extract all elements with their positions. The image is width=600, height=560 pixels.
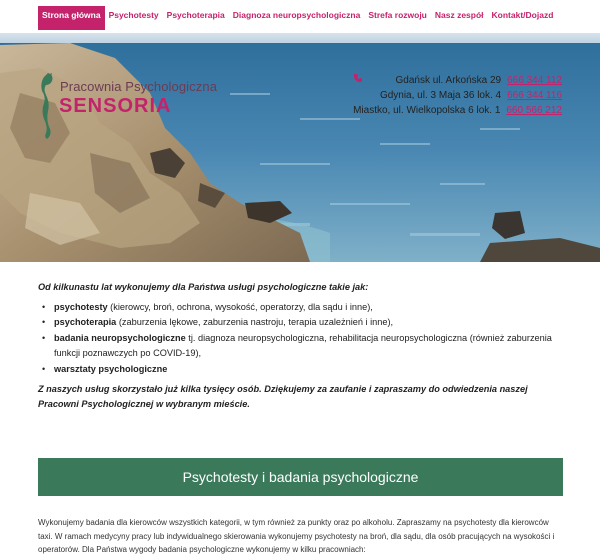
services-list (38, 300, 563, 378)
contact-row-gdynia (353, 88, 562, 103)
service-detail: tj. diagnoza neuropsychologiczna, rehabilitacja neuropsychologiczna (również zaburzenia funkcji poznawczych po COVID-19), (54, 332, 552, 359)
contact-row-gdansk (353, 73, 562, 88)
nav-item-home[interactable]: Strona główna (38, 6, 105, 30)
contact-address: Gdynia, ul. 3 Maja 36 lok. 4 (379, 90, 502, 101)
service-name: badania neuropsychologiczne (54, 332, 186, 343)
hero-banner (0, 33, 600, 262)
contact-address: Miastko, ul. Wielkopolska 6 lok. 1 (353, 105, 501, 116)
contact-list (353, 73, 562, 118)
nav-item-psychotherapy[interactable]: Psychoterapia (166, 10, 225, 20)
thanks-text: Z naszych usług skorzystało już kilka tysięcy osób. Dziękujemy za zaufanie i zapraszamy do odwiedzenia naszej Pracowni Psychologicznej w wybranym mieście. (38, 383, 528, 410)
contact-address: Gdańsk ul. Arkońska 29 (395, 75, 502, 86)
section-heading-banner: Psychotesty i badania psychologiczne (38, 458, 563, 496)
service-detail: (zaburzenia lękowe, zaburzenia nastroju, terapia uzależnień i inne), (116, 317, 394, 328)
nav-menu (38, 6, 557, 30)
nav-item-psychotests[interactable]: Psychotesty (108, 10, 159, 20)
nav-item-team[interactable]: Nasz zespół (434, 10, 484, 20)
service-name: warsztaty psychologiczne (54, 363, 168, 374)
phone-icon (353, 73, 363, 83)
main-navigation (0, 0, 600, 33)
seahorse-icon (38, 71, 56, 141)
logo-line-2: SENSORIA (59, 95, 172, 117)
service-name: psychoterapia (54, 317, 117, 328)
service-detail: (kierowcy, broń, ochrona, wysokość, operatorzy, dla sądu i inne), (107, 301, 373, 312)
list-item (38, 300, 563, 316)
hero-seascape-image (0, 33, 600, 262)
body-paragraph: Wykonujemy badania dla kierowców wszystkich kategorii, w tym również za punkty oraz po alkoholu. Zapraszamy na psychotesty dla kierowców taxi. W ramach medycyny pracy lub indywidualnego skierowania wykonujemy psychotesty na broń, dla sądu, dla osób pracujących na wysokości i operatorów. Dla Państwa wygody badania psychologiczne wykonujemy w kilku pracowniach: (38, 518, 555, 554)
intro-section (38, 280, 563, 413)
logo-line-1: Pracownia Psychologiczna (60, 79, 218, 94)
contact-phone-link[interactable]: 666 344 112 (507, 75, 562, 86)
nav-item-neuro-diagnosis[interactable]: Diagnoza neuropsychologiczna (232, 10, 361, 20)
nav-item-contact[interactable]: Kontakt/Dojazd (491, 10, 554, 20)
contact-phone-link[interactable]: 666 344 116 (507, 90, 562, 101)
nav-item-development-zone[interactable]: Strefa rozwoju (368, 10, 427, 20)
contact-row-miastko (353, 103, 562, 118)
list-item (38, 362, 563, 378)
service-name: psychotesty (54, 301, 108, 312)
contact-phone-link[interactable]: 660 566 212 (506, 105, 562, 116)
list-item (38, 331, 563, 362)
list-item (38, 315, 563, 331)
intro-lead: Od kilkunastu lat wykonujemy dla Państwa usługi psychologiczne takie jak: (38, 282, 369, 292)
